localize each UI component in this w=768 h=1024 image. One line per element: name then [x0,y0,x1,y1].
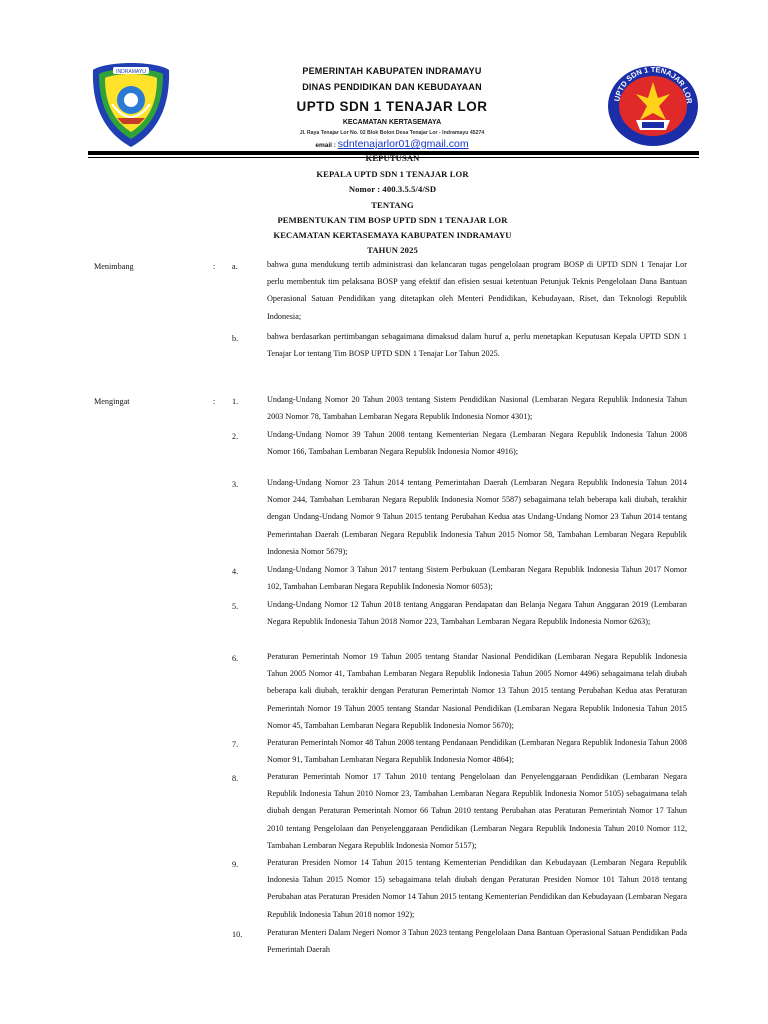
section-label-mengingat: Mengingat [94,397,130,406]
right-logo-text: UPTD SDN 1 TENAJAR LOR [612,64,694,105]
decree-subject-line1: PEMBENTUKAN TIM BOSP UPTD SDN 1 TENAJAR LOR [277,215,508,225]
list-marker: a. [232,262,238,271]
list-marker: 3. [232,480,239,489]
decree-about-label: TENTANG [371,200,414,210]
decree-title: KEPUTUSAN [365,153,420,163]
decree-number: Nomor : 400.3.5.5/4/SD [348,184,437,194]
list-marker: 10. [232,930,243,939]
email-link[interactable]: sdntenajarlor01@gmail.com [337,138,469,150]
legal-basis-item: Peraturan Pemerintah Nomor 17 Tahun 2010 tentang Pengelolaan dan Penyelenggaraan Pendidikan (Lembaran Negara Republik Indonesia Tahun 2010 Nomor 23, Tambahan Lembaran Negara Republik Indonesia Nomor 5105) sebagaimana telah diubah dengan Peraturan Pemerintah Nomor 66 Tahun 2010 tentang Perubahan atas Peraturan Pemerintah Nomor 17 Tahun 2010 tentang Pengelolaan dan Penyelenggaraan Pendidikan (Lembaran Negara Republik Indonesia Tahun 2010 Nomor 112, Tambahan Lembaran Negara Republik Indonesia Nomor 5157); [267,772,687,850]
legal-basis-item: Undang-Undang Nomor 20 Tahun 2003 tentang Sistem Pendidikan Nasional (Lembaran Negara Republik Indonesia Tahun 2003 Nomor 78, Tambahan Lembaran Negara Republik Indonesia Nomor 4301); [267,395,687,422]
email-label: email : [315,142,336,149]
section-colon: : [213,262,216,271]
list-marker: b. [232,334,239,343]
section-colon: : [213,397,216,406]
section-label-menimbang: Menimbang [94,262,134,271]
list-marker: 5. [232,602,239,611]
legal-basis-item: Undang-Undang Nomor 39 Tahun 2008 tentang Kementerian Negara (Lembaran Negara Republik Indonesia Tahun 2008 Nomor 166, Tambahan Lembaran Negara Republik Indonesia Nomor 4916); [267,430,687,457]
list-marker: 8. [232,774,239,783]
list-marker: 7. [232,740,239,749]
letterhead-district: KECAMATAN KERTASEMAYA [342,119,442,126]
legal-basis-item: Peraturan Pemerintah Nomor 48 Tahun 2008 tentang Pendanaan Pendidikan (Lembaran Negara Republik Indonesia Tahun 2008 Nomor 91, Tambahan Lembaran Negara Republik Indonesia Nomor 4864); [267,738,687,765]
list-marker: 4. [232,567,239,576]
letterhead-email-row [192,138,592,150]
considering-item: bahwa guna mendukung tertib administrasi dan kelancaran tugas pengelolaan program BOSP di UPTD SDN 1 Tenajar Lor perlu membentuk tim pelaksana BOSP yang efektif dan efisien sesuai ketentuan Petunjuk Teknis Pengelolaan Dana Bantuan Operasional Satuan Pendidikan yang ditetapkan oleh Menteri Pendidikan, Kebudayaan, Riset, dan Teknologi Republik Indonesia; [267,260,687,321]
list-marker: 6. [232,654,239,663]
decree-year: TAHUN 2025 [367,245,418,255]
left-logo-text: INDRAMAYU [116,69,146,75]
school-emblem-logo [606,64,700,148]
legal-basis-item: Undang-Undang Nomor 12 Tahun 2018 tentang Anggaran Pendapatan dan Belanja Negara Tahun Anggaran 2019 (Lembaran Negara Republik Indonesia Tahun 2018 Nomor 223, Tambahan Lembaran Negara Republik Indonesia Nomor 6263); [267,600,687,627]
indramayu-regency-logo [90,60,172,150]
legal-basis-item: Peraturan Menteri Dalam Negeri Nomor 3 Tahun 2023 tentang Pengelolaan Dana Bantuan Operasional Satuan Pendidikan Pada Pemerintah Daerah [267,928,687,955]
letterhead [0,0,768,160]
legal-basis-item: Peraturan Pemerintah Nomor 19 Tahun 2005 tentang Standar Nasional Pendidikan (Lembaran Negara Republik Indonesia Tahun 2005 Nomor 41, Tambahan Lembaran Negara Republik Indonesia Tahun 2005 Nomor 4496) sebagaimana telah diubah beberapa kali diubah, terakhir dengan Peraturan Pemerintah Nomor 13 Tahun 2015 tentang Perubahan Kedua atas Peraturan Pemerintah Nomor 19 Tahun 2005 tentang Standar Nasional Pendidikan (Lembaran Negara Republik Indonesia Tahun 2015 Nomor 45, Tambahan Lembaran Negara Republik Indonesia Nomor 5670); [267,652,687,730]
legal-basis-item: Undang-Undang Nomor 3 Tahun 2017 tentang Sistem Perbukuan (Lembaran Negara Republik Indonesia Tahun 2017 Nomor 102, Tambahan Lembaran Negara Republik Indonesia Nomor 6053); [267,565,687,592]
list-marker: 1. [232,397,239,406]
list-marker: 9. [232,860,239,869]
letterhead-government: PEMERINTAH KABUPATEN INDRAMAYU [302,66,482,76]
decree-issuer: KEPALA UPTD SDN 1 TENAJAR LOR [316,169,469,179]
letterhead-school-name: UPTD SDN 1 TENAJAR LOR [296,99,488,114]
decree-subject-line2: KECAMATAN KERTASEMAYA KABUPATEN INDRAMAYU [273,230,512,240]
list-marker: 2. [232,432,239,441]
legal-basis-item: Peraturan Presiden Nomor 14 Tahun 2015 tentang Kementerian Pendidikan dan Kebudayaan (Lembaran Negara Republik Indonesia Tahun 2015 Nomor 15) sebagaimana telah diubah dengan Peraturan Presiden Nomor 101 Tahun 2018 tentang Perubahan atas Peraturan Presiden Nomor 14 Tahun 2015 tentang Kementerian Pendidikan dan Kebudayaan (Lembaran Negara Republik Indonesia Tahun 2018 nomor 192); [267,858,687,919]
considering-item: bahwa berdasarkan pertimbangan sebagaimana dimaksud dalam huruf a, perlu menetapkan Keputusan Kepala UPTD SDN 1 Tenajar Lor tentang Tim BOSP UPTD SDN 1 Tenajar Lor Tahun 2025. [267,332,687,359]
letterhead-department: DINAS PENDIDIKAN DAN KEBUDAYAAN [302,82,482,92]
legal-basis-item: Undang-Undang Nomor 23 Tahun 2014 tentang Pemerintahan Daerah (Lembaran Negara Republik Indonesia Tahun 2014 Nomor 244, Tambahan Lembaran Negara Republik Indonesia Nomor 5587) sebagaimana telah beberapa kali diubah, terakhir dengan Undang-Undang Nomor 9 Tahun 2015 tentang Perubahan Kedua atas Undang-Undang Nomor 23 Tahun 2014 tentang Pemerintahan Daerah (Lembaran Negara Republik Indonesia Tahun 2015 Nomor 58, Tambahan Lembaran Negara Republik Indonesia Nomor 5679); [267,478,687,556]
letterhead-address: Jl. Raya Tenajar Lor No. 02 Blok Bolon Desa Tenajar Lor - Indramayu 45274 [299,130,485,136]
